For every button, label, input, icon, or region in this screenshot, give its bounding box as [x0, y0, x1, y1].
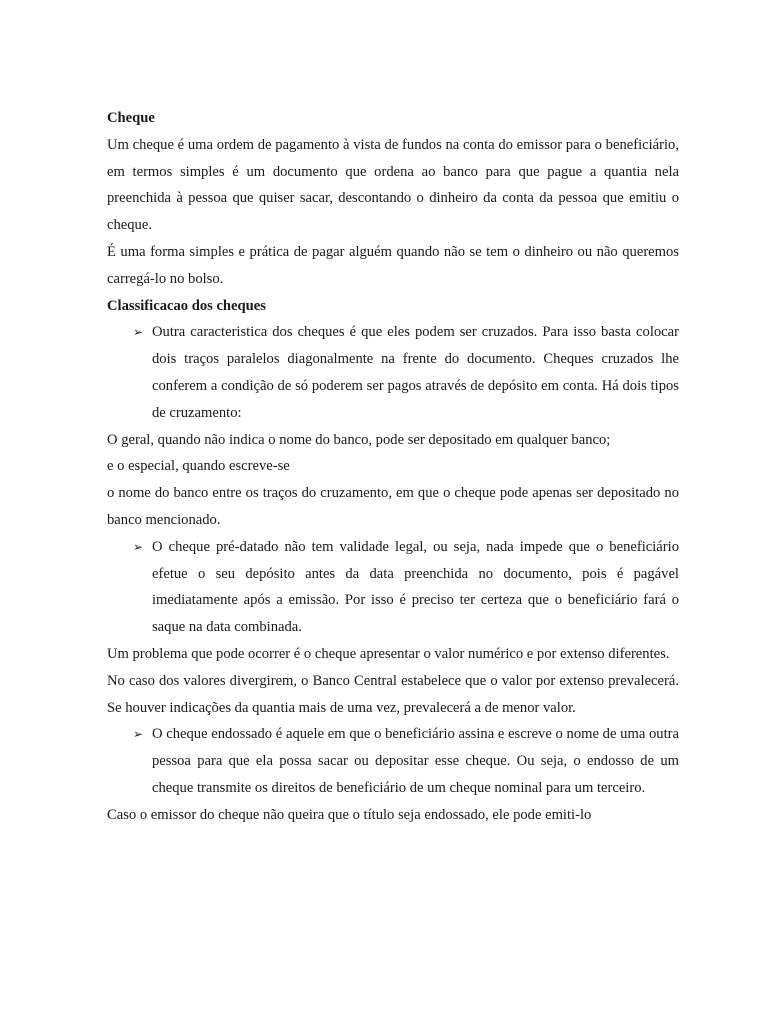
- document-title: Cheque: [107, 110, 155, 126]
- paragraph-general-crossing: O geral, quando não indica o nome do banco, pode ser depositado em qualquer banco;: [107, 431, 611, 448]
- arrow-bullet-icon: ➢: [133, 539, 144, 554]
- paragraph-bank-name: o nome do banco entre os traços do cruzamento, em que o cheque pode apenas ser depositado no banco mencionado.: [107, 485, 679, 528]
- bullet-text: O cheque pré-datado não tem validade legal, ou seja, nada impede que o beneficiário efetue o seu depósito antes da data preenchida no documento, pois é pagável imediatamente após a emissão. Por isso é preciso ter certeza que o beneficiário fará o saque na data combinada.: [152, 538, 679, 636]
- paragraph-central-bank: No caso dos valores divergirem, o Banco Central estabelece que o valor por extenso prevalecerá. Se houver indicações da quantia mais de uma vez, prevalecerá a de menor valor.: [107, 672, 679, 716]
- document-page: [107, 105, 679, 829]
- bullet-item-crossing: [107, 319, 679, 426]
- paragraph-closing: Caso o emissor do cheque não queira que o título seja endossado, ele pode emiti-lo: [107, 806, 592, 823]
- intro-paragraph-2: É uma forma simples e prática de pagar alguém quando não se tem o dinheiro ou não queremos carregá-lo no bolso.: [107, 243, 679, 287]
- arrow-bullet-icon: ➢: [133, 727, 144, 742]
- paragraph-special-crossing: e o especial, quando escreve-se: [107, 458, 290, 475]
- bullet-text: O cheque endossado é aquele em que o beneficiário assina e escreve o nome de uma outra pessoa para que ela possa sacar ou depositar esse cheque. Ou seja, o endosso de um cheque transmite os direitos de beneficiário de um cheque nominal para um terceiro.: [152, 726, 679, 796]
- section-heading: Classificacao dos cheques: [107, 297, 266, 314]
- bullet-item-endorsed: [107, 721, 679, 801]
- bullet-text: Outra caracteristica dos cheques é que eles podem ser cruzados. Para isso basta colocar dois traços paralelos diagonalmente na frente do documento. Cheques cruzados lhe conferem a condição de só poderem ser pagos através de depósito em conta. Há dois tipos de cruzamento:: [152, 324, 679, 421]
- intro-paragraph-1: Um cheque é uma ordem de pagamento à vista de fundos na conta do emissor para o beneficiário, em termos simples é um documento que ordena ao banco para que pague a quantia nela preenchida à pessoa que quiser sacar, descontando o dinheiro da conta da pessoa que emitiu o cheque.: [107, 136, 679, 234]
- paragraph-value-problem: Um problema que pode ocorrer é o cheque apresentar o valor numérico e por extenso diferentes.: [107, 645, 670, 662]
- arrow-bullet-icon: ➢: [133, 325, 144, 340]
- bullet-item-predated: [107, 534, 679, 641]
